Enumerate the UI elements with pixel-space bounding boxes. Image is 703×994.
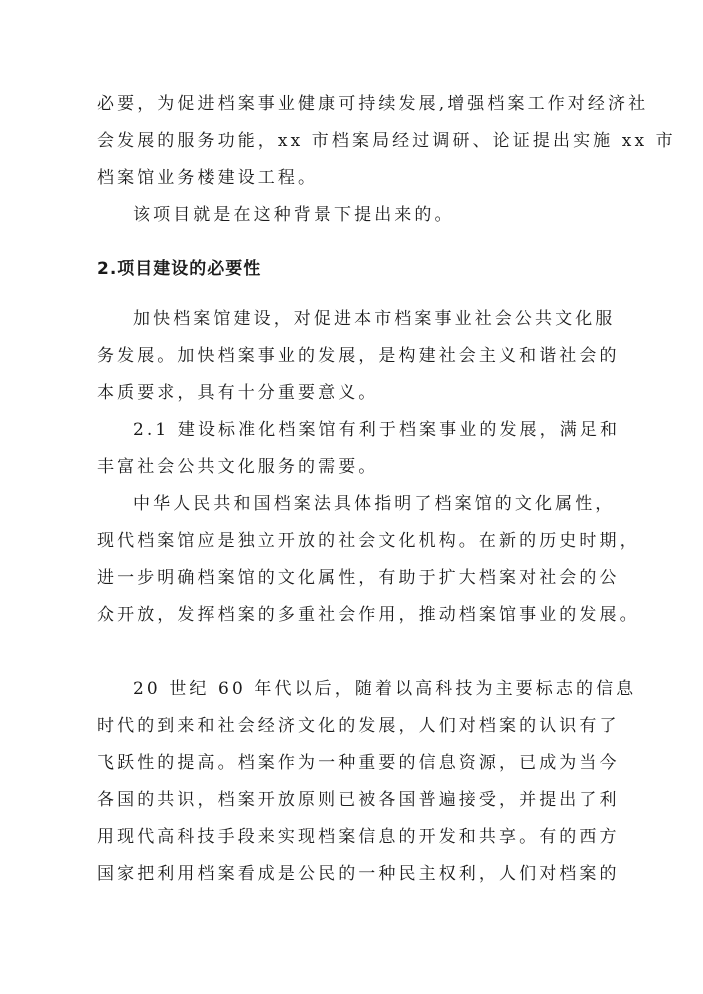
paragraph-line: 飞跃性的提高。档案作为一种重要的信息资源，已成为当今	[97, 753, 620, 773]
paragraph-line: 中华人民共和国档案法具体指明了档案馆的文化属性，	[133, 494, 616, 514]
paragraph-line: 现代档案馆应是独立开放的社会文化机构。在新的历史时期，	[97, 531, 640, 551]
paragraph-line: 各国的共识，档案开放原则已被各国普遍接受，并提出了利	[97, 790, 620, 810]
section-heading: 2.项目建设的必要性	[97, 259, 262, 279]
paragraph-line: 时代的到来和社会经济文化的发展，人们对档案的认识有了	[97, 716, 620, 736]
paragraph-line: 本质要求，具有十分重要意义。	[97, 383, 379, 403]
subsection-heading-continued: 丰富社会公共文化服务的需要。	[97, 457, 379, 477]
paragraph-line: 加快档案馆建设，对促进本市档案事业社会公共文化服	[133, 309, 616, 329]
subsection-heading: 2.1 建设标准化档案馆有利于档案事业的发展，满足和	[133, 420, 621, 440]
paragraph-line: 档案馆业务楼建设工程。	[97, 168, 319, 188]
paragraph-line: 必要，为促进档案事业健康可持续发展,增强档案工作对经济社	[97, 94, 649, 114]
paragraph-line: 该项目就是在这种背景下提出来的。	[133, 205, 455, 225]
paragraph-line: 国家把利用档案看成是公民的一种民主权利，人们对档案的	[97, 864, 620, 884]
paragraph-line: 会发展的服务功能，xx 市档案局经过调研、论证提出实施 xx 市	[97, 131, 676, 151]
paragraph-line: 务发展。加快档案事业的发展，是构建社会主义和谐社会的	[97, 346, 620, 366]
paragraph-line: 众开放，发挥档案的多重社会作用，推动档案馆事业的发展。	[97, 605, 640, 625]
paragraph-line: 进一步明确档案馆的文化属性，有助于扩大档案对社会的公	[97, 568, 620, 588]
paragraph-line: 用现代高科技手段来实现档案信息的开发和共享。有的西方	[97, 827, 620, 847]
paragraph-line: 20 世纪 60 年代以后，随着以高科技为主要标志的信息	[133, 679, 637, 699]
